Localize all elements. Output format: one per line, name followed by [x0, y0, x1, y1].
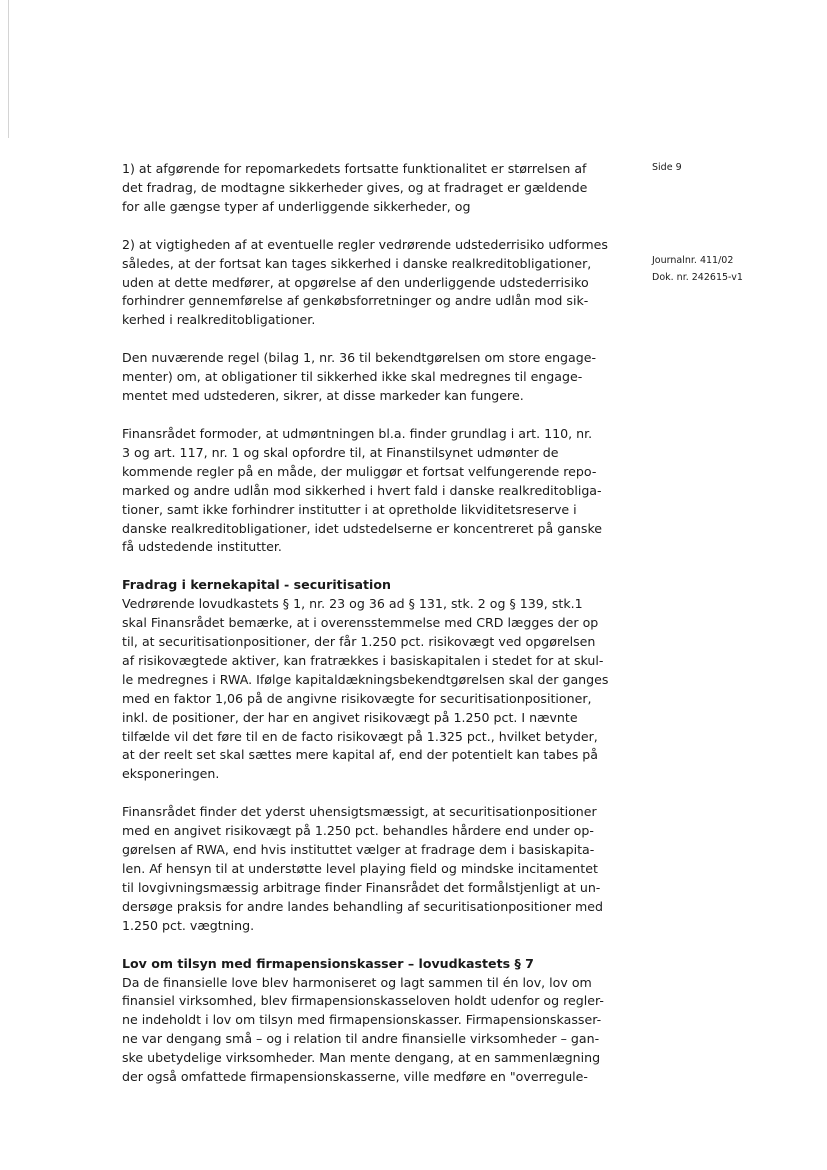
- paragraph-2: 2) at vigtigheden af at eventuelle regler vedrørende udstederrisiko udformes således, at der fortsat kan tages sikkerhed i danske realkreditobligationer, uden at dette medfører, at opgørelse af den underliggende udstederrisiko forhindrer gennemførelse af genkøbsforretninger og andre udlån mod sik- kerhed i realkreditobligationer.: [122, 236, 608, 328]
- document-reference: [652, 252, 812, 286]
- margin-rule: [8, 0, 9, 138]
- document-body: [122, 160, 612, 1106]
- securitisation-paragraph-1: Vedrørende lovudkastets § 1, nr. 23 og 36 ad § 131, stk. 2 og § 139, stk.1 skal Finansrådet bemærke, at i overensstemmelse med CRD lægges der op til, at securitisationpositioner, der får 1.250 pct. risikovægt ved opgørelsen af risikovægtede aktiver, kan fratrækkes i basiskapitalen i stedet for at skul- le medregnes i RWA. Ifølge kapitaldækningsbekendtgørelsen skal der ganges med en faktor 1,06 på de angivne risikovægte for securitisationpositioner, inkl. de positioner, der har en angivet risikovægt på 1.250 pct. I nævnte tilfælde vil det føre til en de facto risikovægt på 1.325 pct., hvilket betyder, at der reelt set skal sættes mere kapital af, end der potentielt kan tabes på eksponeringen.: [122, 596, 609, 782]
- paragraph-3: Den nuværende regel (bilag 1, nr. 36 til bekendtgørelsen om store engage- menter) om, at obligationer til sikkerhed ikke skal medregnes til engage- mentet med udstederen, sikrer, at disse markeder kan fungere.: [122, 350, 597, 404]
- page-number: Side 9: [652, 162, 682, 173]
- paragraph-1: 1) at afgørende for repomarkedets fortsatte funktionalitet er størrelsen af det fradrag, de modtagne sikkerheder gives, og at fradraget er gældende for alle gængse typer af underliggende sikkerheder, og: [122, 161, 588, 214]
- section-heading-firmapensionskasser: Lov om tilsyn med firmapensionskasser – lovudkastets § 7: [122, 955, 534, 971]
- section-heading-securitisation: Fradrag i kernekapital - securitisation: [122, 577, 391, 593]
- page-info: [652, 159, 812, 176]
- firmapensionskasser-paragraph-1: Da de finansielle love blev harmoniseret og lagt sammen til én lov, lov om finansiel virksomhed, blev firmapensionskasseloven holdt udenfor og regler- ne indeholdt i lov om tilsyn med firmapensionskasser. Firmapensionskasser- ne var dengang små – og i relation til andre finansielle virksomheder – gan- ske ubetydelige virksomheder. Man mente dengang, at en sammenlægning der også omfattede firmapensionskasserne, ville medføre en "overregule-: [122, 974, 604, 1085]
- journal-number: Journalnr. 411/02: [652, 255, 734, 266]
- document-number: Dok. nr. 242615-v1: [652, 272, 743, 283]
- paragraph-4: Finansrådet formoder, at udmøntningen bl.a. finder grundlag i art. 110, nr. 3 og art. 117, nr. 1 og skal opfordre til, at Finanstilsynet udmønter de kommende regler på en måde, der muliggør et fortsat velfungerende repo- marked og andre udlån mod sikkerhed i hvert fald i danske realkreditobliga- tioner, samt ikke forhindrer institutter i at opretholde likviditetsreserve i danske realkreditobligationer, idet udstedelserne er koncentreret på ganske få udstedende institutter.: [122, 425, 603, 555]
- securitisation-paragraph-2: Finansrådet finder det yderst uhensigtsmæssigt, at securitisationpositioner med en angivet risikovægt på 1.250 pct. behandles hårdere end under op- gørelsen af RWA, end hvis instituttet vælger at fradrage dem i basiskapita- len. Af hensyn til at understøtte level playing field og mindske incitamentet til lovgivningsmæssig arbitrage finder Finansrådet det formålstjenligt at un- dersøge praksis for andre landes behandling af securitisationpositioner med 1.250 pct. vægtning.: [122, 804, 604, 933]
